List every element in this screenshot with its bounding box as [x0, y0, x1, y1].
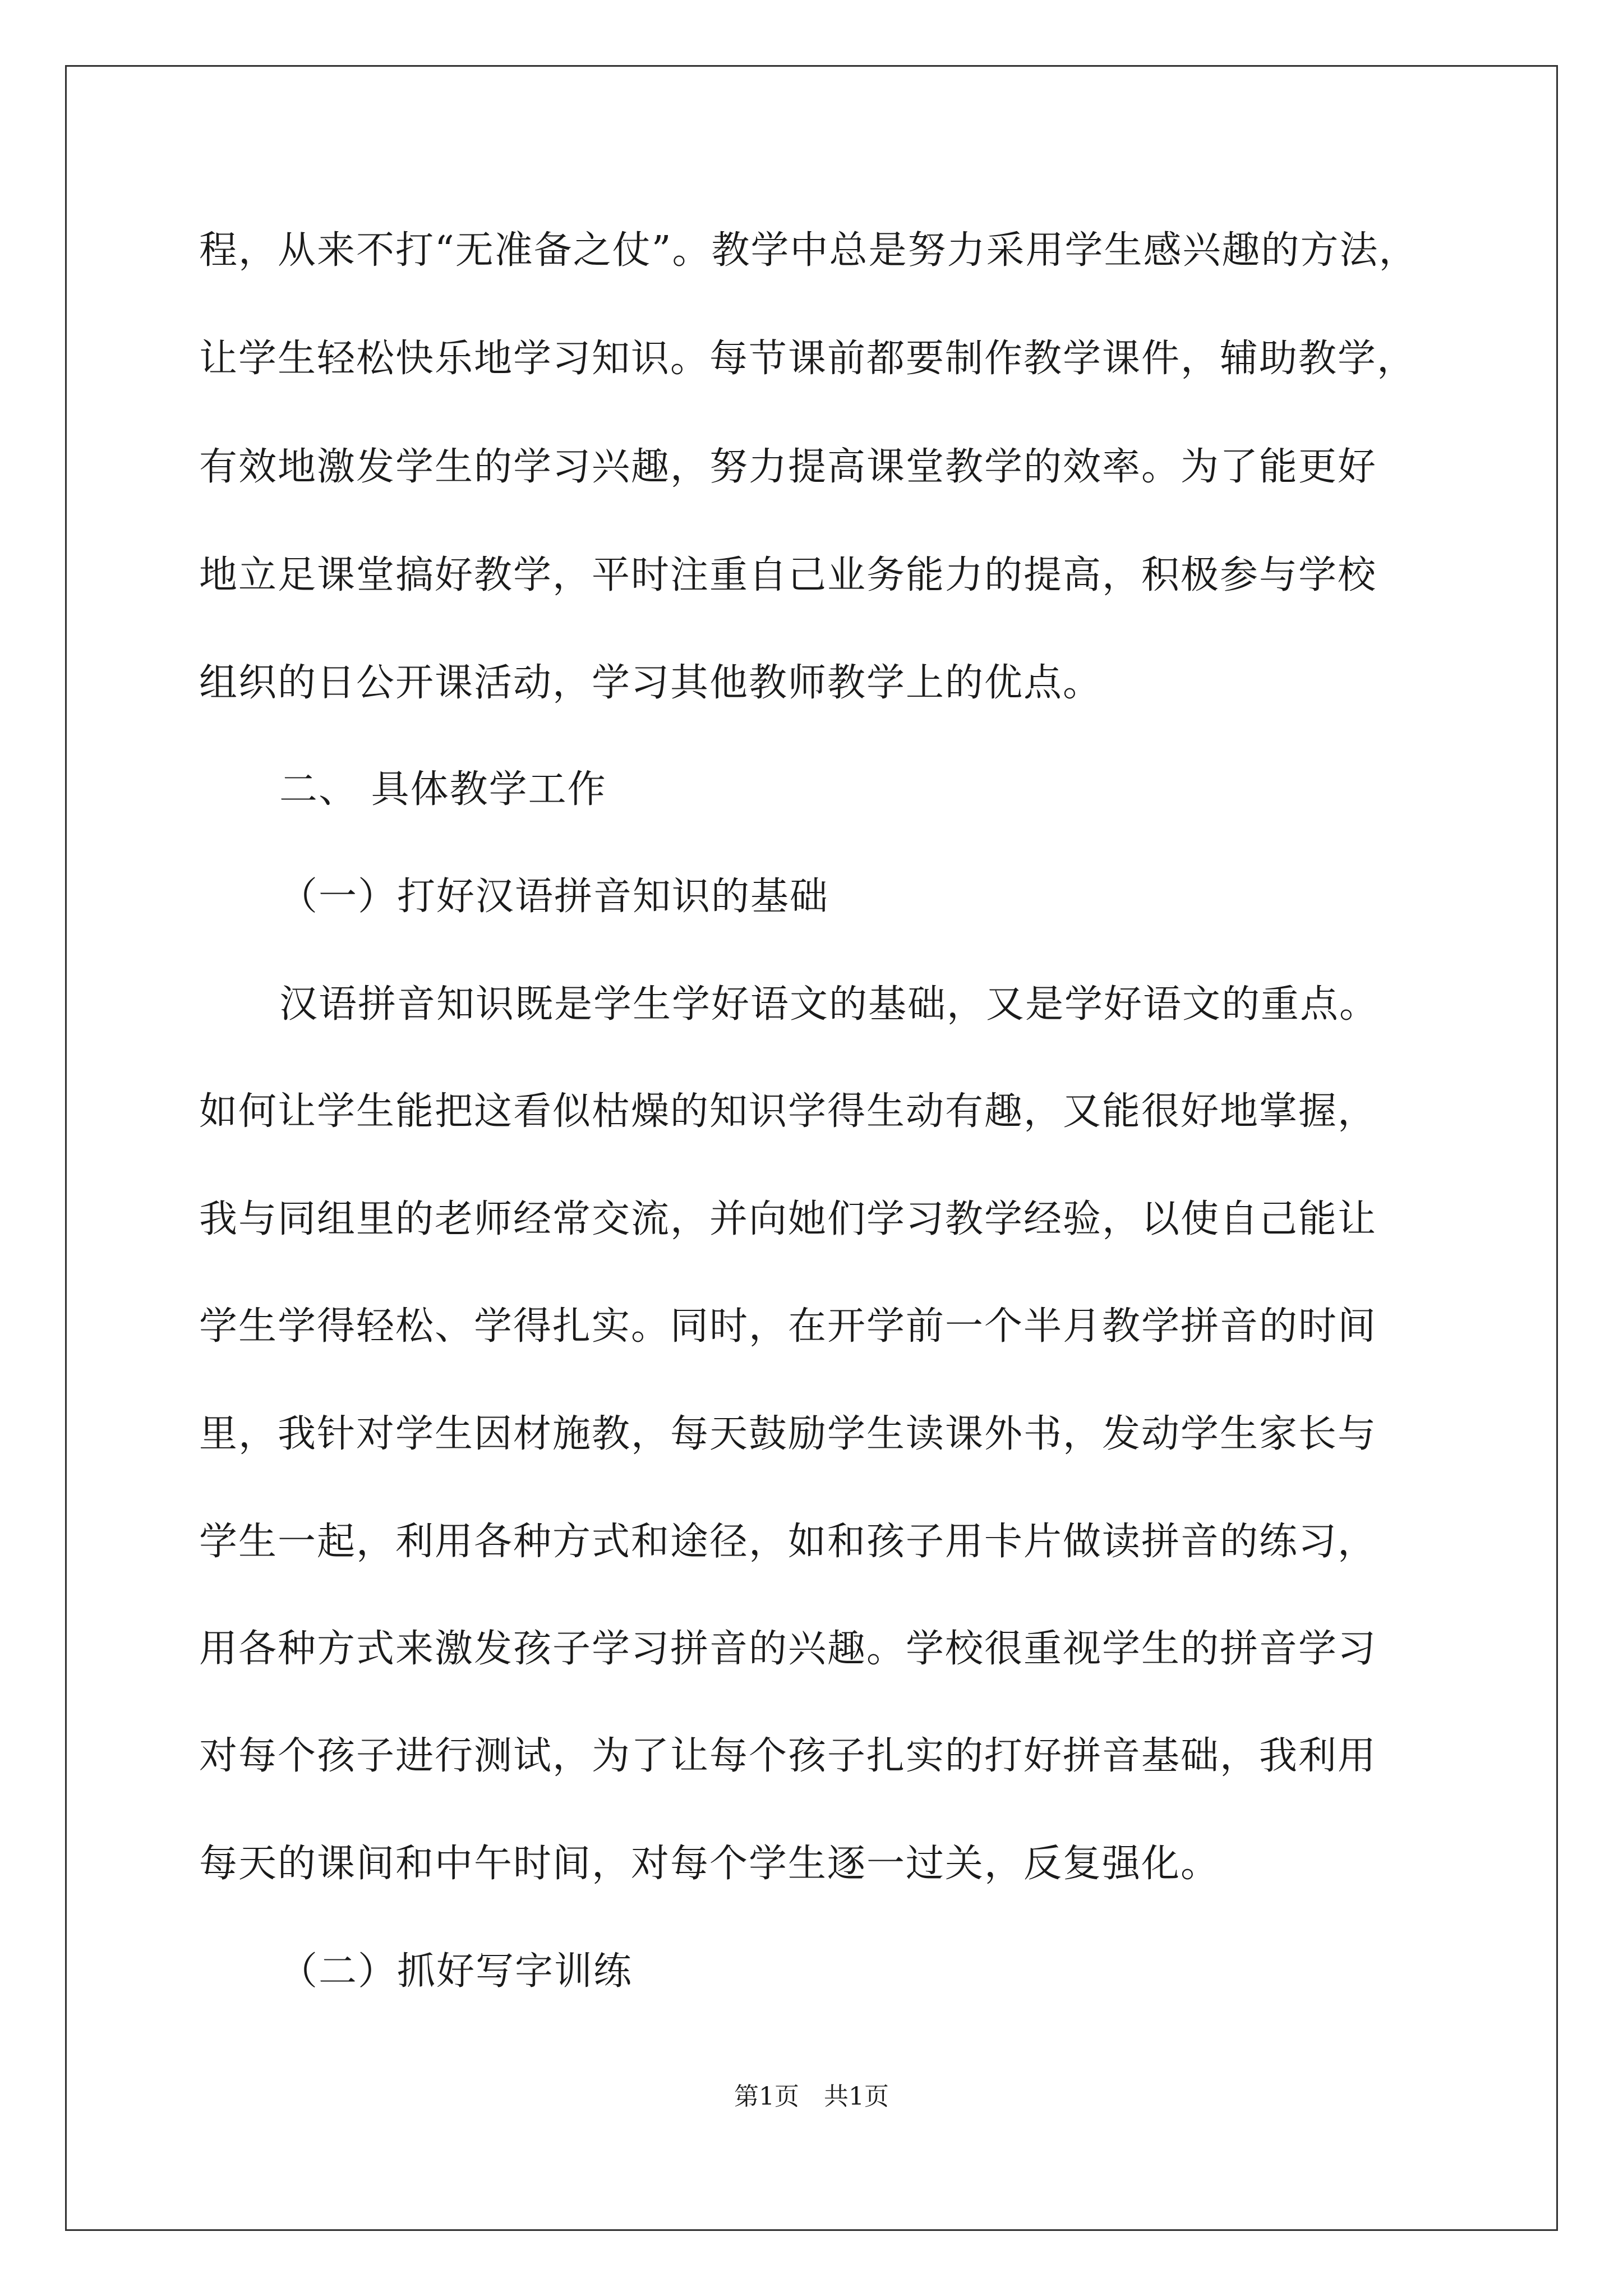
- paragraph-line: 汉语拼音知识既是学生学好语文的基础，又是学好语文的重点。: [279, 982, 1379, 1027]
- paragraph-line: 有效地激发学生的学习兴趣，努力提高课堂教学的效率。为了能更好: [199, 445, 1377, 489]
- paragraph-line: 里，我针对学生因材施教，每天鼓励学生读课外书，发动学生家长与: [199, 1412, 1377, 1456]
- paragraph-line: 地立足课堂搞好教学，平时注重自己业务能力的提高，积极参与学校: [199, 553, 1377, 597]
- paragraph-line: 学生一起，利用各种方式和途径，如和孩子用卡片做读拼音的练习，: [199, 1520, 1377, 1564]
- subsection-heading: （二）抓好写字训练: [279, 1949, 633, 1994]
- section-heading: 二、 具体教学工作: [279, 767, 607, 812]
- paragraph-line: 如何让学生能把这看似枯燥的知识学得生动有趣，又能很好地掌握，: [199, 1089, 1377, 1134]
- paragraph-line: 让学生轻松快乐地学习知识。每节课前都要制作教学课件，辅助教学，: [199, 337, 1417, 381]
- paragraph-line: 用各种方式来激发孩子学习拼音的兴趣。学校很重视学生的拼音学习: [199, 1627, 1377, 1671]
- paragraph-line: 程，从来不打“无准备之仗”。教学中总是努力采用学生感兴趣的方法，: [199, 228, 1418, 273]
- paragraph-line: 每天的课间和中午时间，对每个学生逐一过关，反复强化。: [199, 1842, 1220, 1886]
- paragraph-line: 组织的日公开课活动，学习其他教师教学上的优点。: [199, 661, 1103, 705]
- subsection-heading: （一）打好汉语拼音知识的基础: [279, 875, 829, 919]
- page-border: [65, 65, 1558, 2231]
- paragraph-line: 我与同组里的老师经常交流，并向她们学习教学经验，以使自己能让: [199, 1197, 1377, 1241]
- paragraph-line: 学生学得轻松、学得扎实。同时，在开学前一个半月教学拼音的时间: [199, 1304, 1377, 1349]
- page-number-footer: 第1页 共1页: [734, 2082, 889, 2111]
- paragraph-line: 对每个孩子进行测试，为了让每个孩子扎实的打好拼音基础，我利用: [199, 1734, 1377, 1778]
